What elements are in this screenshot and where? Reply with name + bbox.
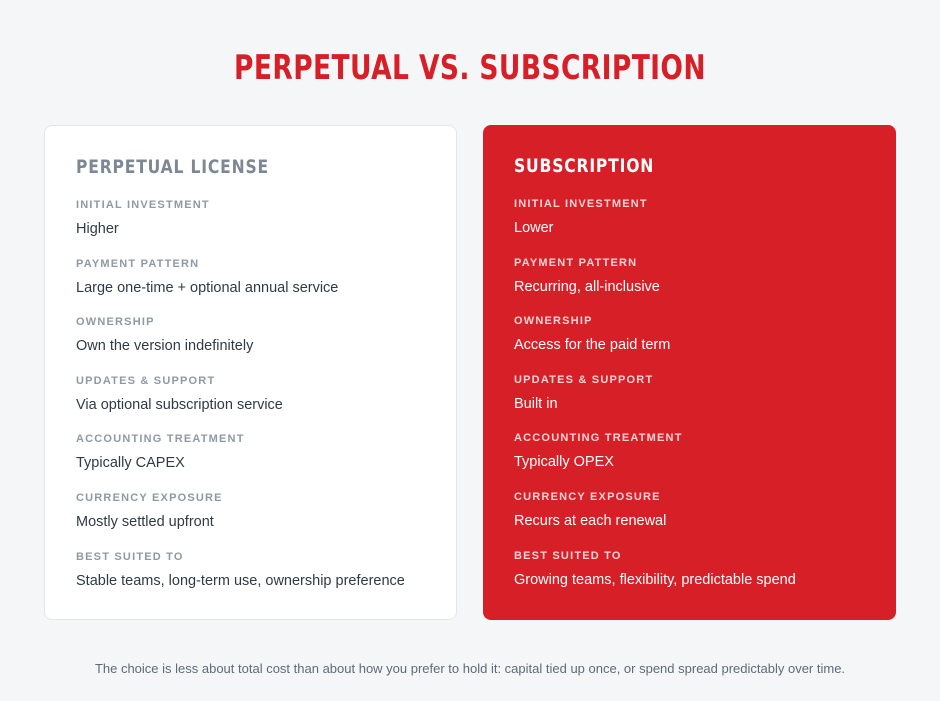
subscription-row-payment-pattern xyxy=(514,256,876,315)
perpetual-row-currency-exposure xyxy=(76,491,436,550)
row-label: INITIAL INVESTMENT xyxy=(76,199,210,211)
perpetual-row-best-suited-to xyxy=(76,550,436,609)
row-label: OWNERSHIP xyxy=(514,315,593,328)
row-label: PAYMENT PATTERN xyxy=(76,257,200,270)
row-value: Typically OPEX xyxy=(514,454,614,471)
row-value: Lower xyxy=(514,220,554,236)
perpetual-row-ownership xyxy=(76,315,436,374)
row-label: OWNERSHIP xyxy=(76,316,155,329)
row-value: Mostly settled upfront xyxy=(76,513,214,530)
perpetual-row-updates-support xyxy=(76,374,436,433)
row-label: INITIAL INVESTMENT xyxy=(514,198,648,210)
perpetual-rows xyxy=(76,198,436,608)
subscription-row-ownership xyxy=(514,314,876,373)
subscription-row-initial-investment xyxy=(514,197,876,256)
row-label: UPDATES & SUPPORT xyxy=(76,374,216,387)
page-title: PERPETUAL VS. SUBSCRIPTION xyxy=(234,48,706,88)
perpetual-row-payment-pattern xyxy=(76,257,436,316)
row-value: Large one-time + optional annual service xyxy=(76,279,339,296)
perpetual-license-card xyxy=(44,125,457,620)
subscription-row-accounting-treatment xyxy=(514,431,876,490)
row-label: PAYMENT PATTERN xyxy=(514,256,638,269)
row-label: ACCOUNTING TREATMENT xyxy=(514,432,683,445)
subscription-rows xyxy=(514,197,876,607)
subscription-row-currency-exposure xyxy=(514,490,876,549)
row-label: ACCOUNTING TREATMENT xyxy=(76,433,245,446)
row-value: Typically CAPEX xyxy=(76,455,185,472)
subscription-row-best-suited-to xyxy=(514,549,876,608)
row-value: Recurring, all-inclusive xyxy=(514,278,660,295)
row-value: Stable teams, long-term use, ownership preference xyxy=(76,572,405,589)
row-label: BEST SUITED TO xyxy=(76,550,184,563)
row-value: Higher xyxy=(76,221,119,237)
row-label: UPDATES & SUPPORT xyxy=(514,373,654,386)
row-label: CURRENCY EXPOSURE xyxy=(76,491,223,504)
row-value: Growing teams, flexibility, predictable spend xyxy=(514,571,796,588)
row-value: Built in xyxy=(514,395,558,412)
subscription-card xyxy=(483,125,896,620)
row-value: Recurs at each renewal xyxy=(514,512,667,529)
row-value: Access for the paid term xyxy=(514,337,671,354)
perpetual-row-initial-investment xyxy=(76,198,436,257)
row-label: CURRENCY EXPOSURE xyxy=(514,490,661,503)
row-value: Via optional subscription service xyxy=(76,396,283,413)
subscription-card-heading: SUBSCRIPTION xyxy=(514,155,655,177)
perpetual-row-accounting-treatment xyxy=(76,432,436,491)
row-label: BEST SUITED TO xyxy=(514,549,622,562)
row-value: Own the version indefinitely xyxy=(76,338,254,355)
footer-note: The choice is less about total cost than about how you prefer to hold it: capital tied up once, or spend spread predictably over time. xyxy=(94,661,846,676)
subscription-row-updates-support xyxy=(514,373,876,432)
perpetual-card-heading: PERPETUAL LICENSE xyxy=(76,156,269,178)
